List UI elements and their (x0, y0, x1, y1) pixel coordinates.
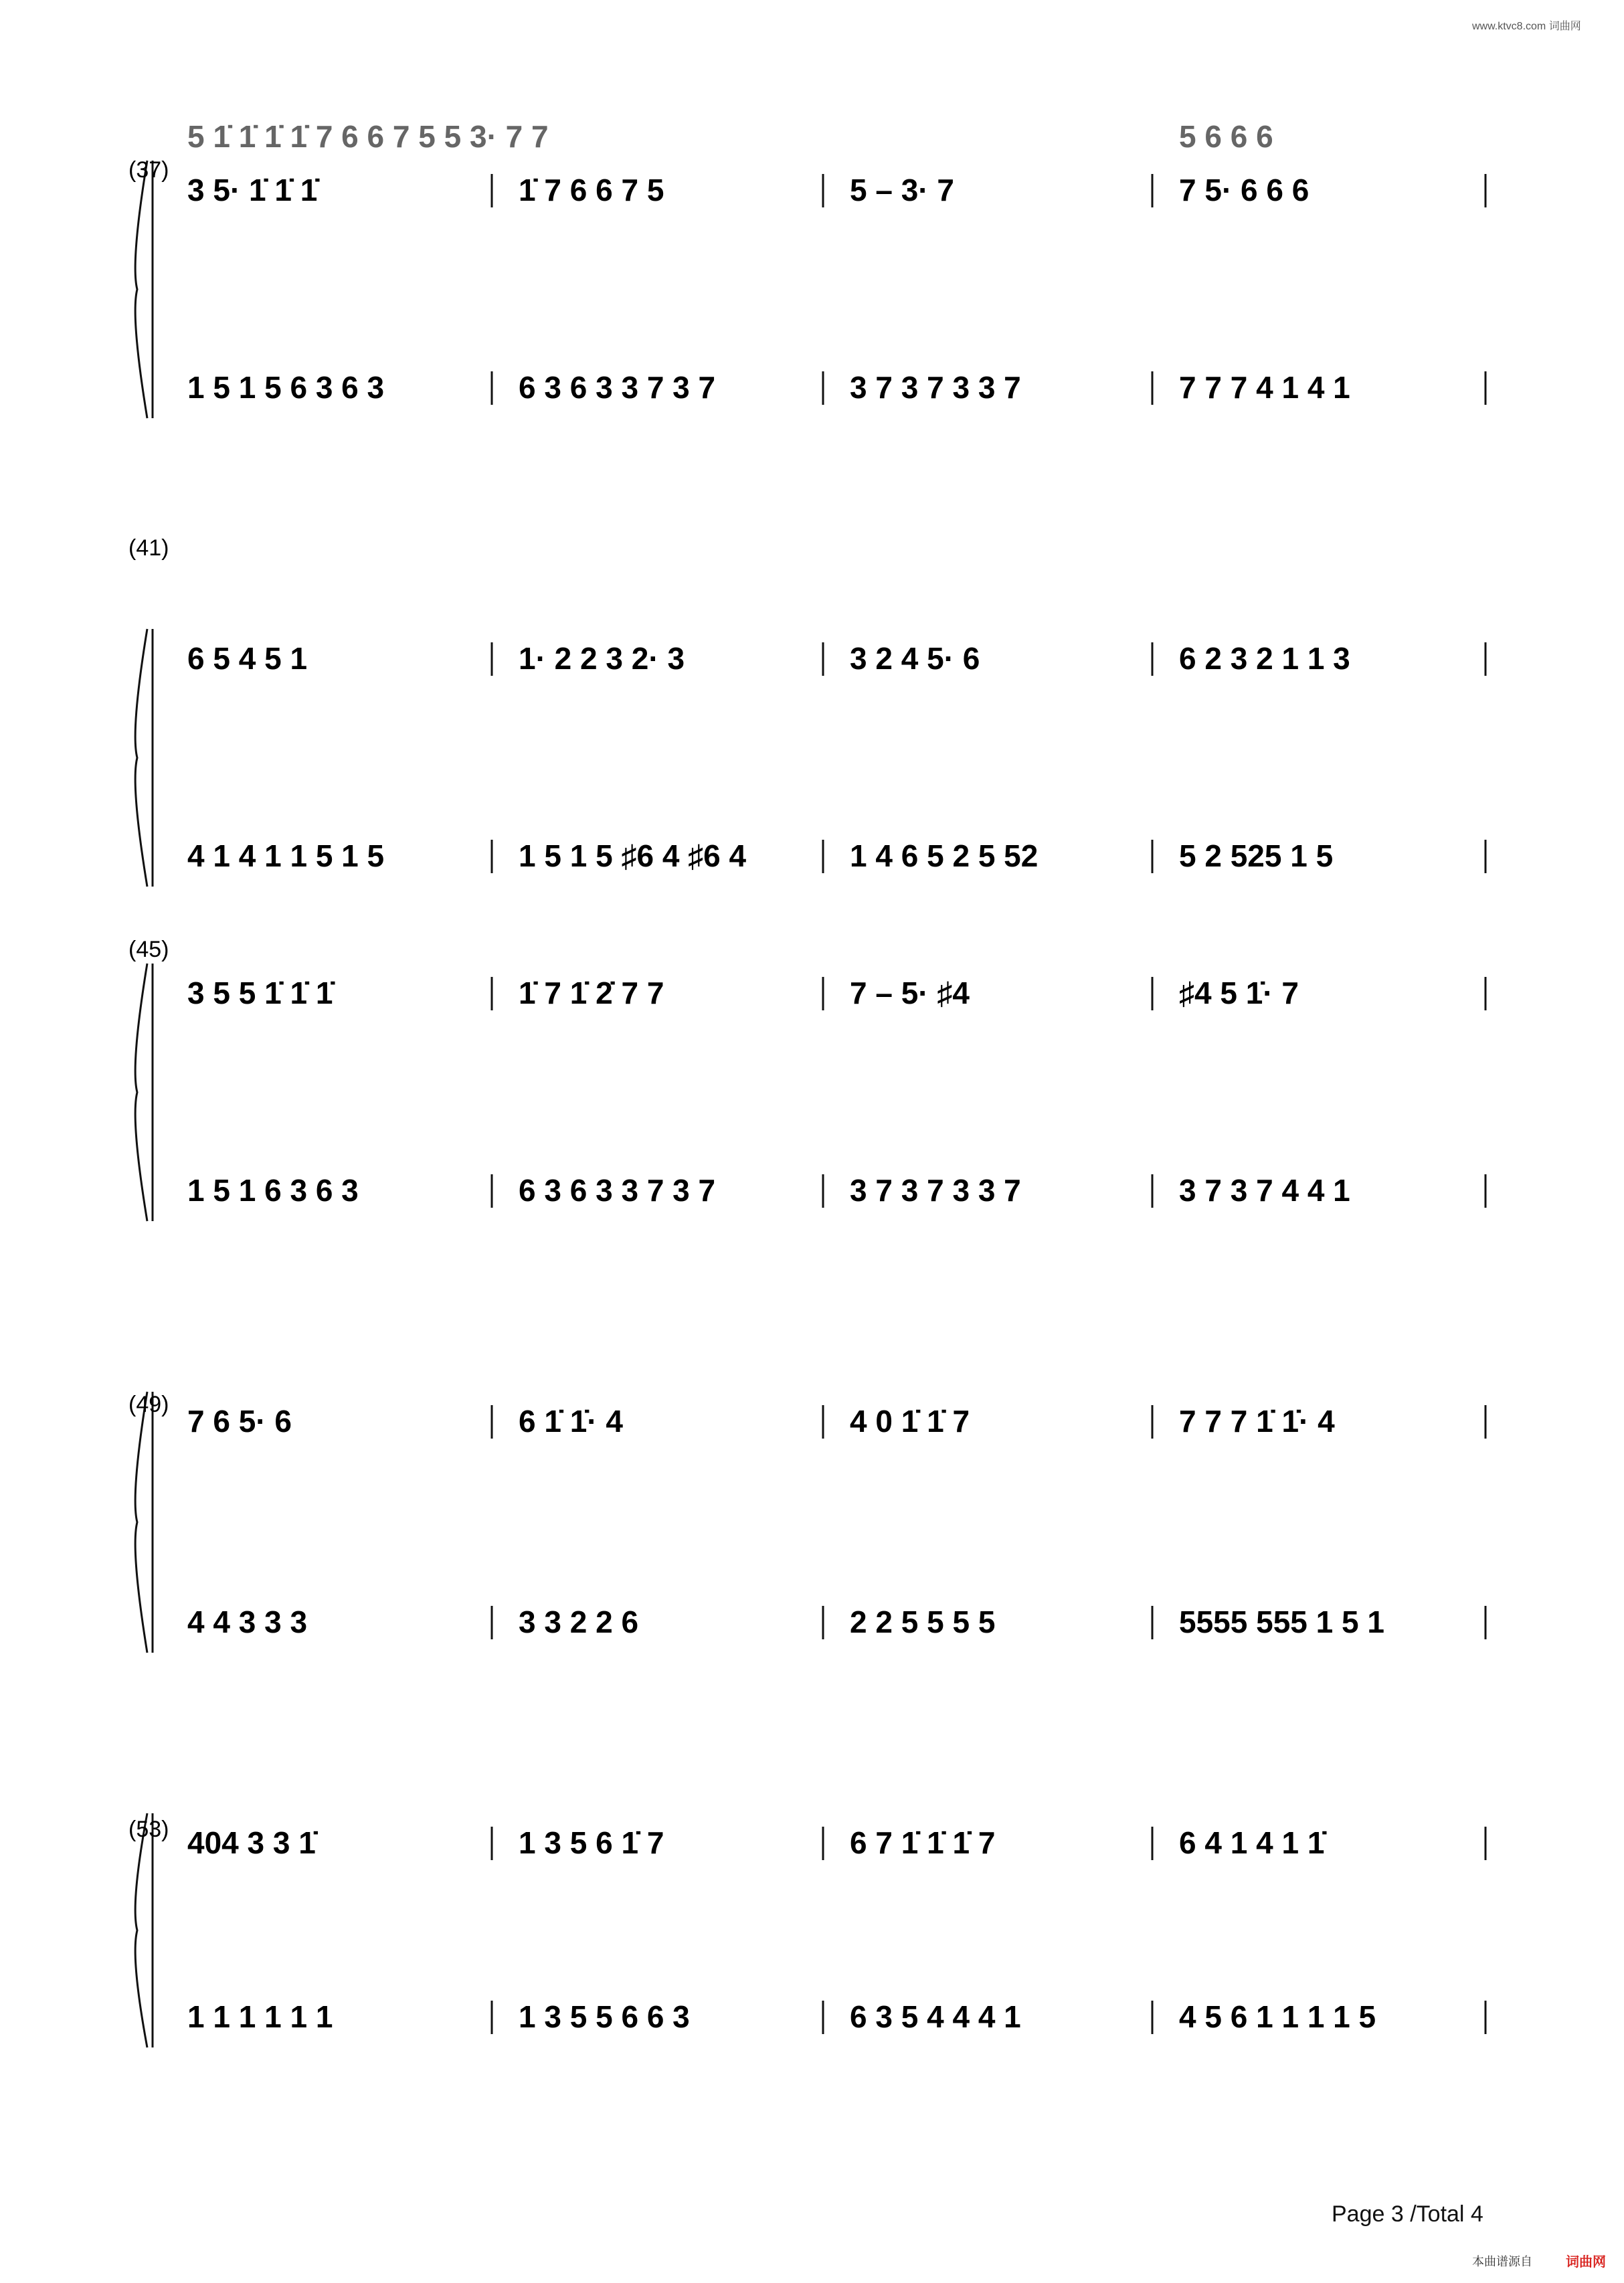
left-hand-measure: 3 7 3 7 3 3 7 (850, 1173, 1021, 1208)
left-hand-measure: 1 5 1 6 3 6 3 (187, 1173, 359, 1208)
source-note: 本曲谱源自 (1472, 2255, 1532, 2268)
left-hand-measure: 5 2 525 1 5 (1179, 838, 1334, 873)
system-brace (135, 629, 147, 887)
left-hand-measure: 1 5 1 5 ♯6 4 ♯6 4 (519, 838, 747, 873)
site-url: www.ktvc8.com 词曲网 (1472, 21, 1581, 32)
system-brace (135, 1813, 147, 2047)
page-number: Page 3 /Total 4 (1332, 2201, 1483, 2227)
measure-number: (53) (128, 1817, 169, 1842)
left-hand-measure: 6 3 6 3 3 7 3 7 (519, 370, 716, 405)
left-hand-measure: 1 5 1 5 6 3 6 3 (187, 370, 385, 405)
right-hand-measure: 6 7 1̇ 1̇ 1̇ 7 (850, 1825, 996, 1860)
measure-number: (37) (128, 157, 169, 183)
left-hand-measure: 7 7 7 4 1 4 1 (1179, 370, 1350, 405)
left-hand-measure: 4 1 4 1 1 5 1 5 (187, 838, 385, 873)
right-hand-measure: 1 3 5 6 1̇ 7 (519, 1825, 664, 1860)
left-hand-measure: 3 3 2 2 6 (519, 1605, 639, 1639)
left-hand-measure: 1 1 1 1 1 1 (187, 1999, 333, 2034)
right-hand-upper: 5 1̇ 1̇ 1̇ 1̇ 7 6 6 7 5 5 3· 7 7 (187, 119, 549, 154)
right-hand-measure: 1̇ 7 6 6 7 5 (519, 173, 664, 207)
left-hand-measure: 5555 555 1 5 1 (1179, 1605, 1384, 1639)
left-hand-measure: 3 7 3 7 4 4 1 (1179, 1173, 1350, 1208)
left-hand-measure: 4 5 6 1 1 1 1 5 (1179, 1999, 1376, 2034)
right-hand-upper: 5 6 6 6 (1179, 119, 1273, 154)
right-hand-measure: 3 5 5 1̇ 1̇ 1̇ (187, 976, 333, 1010)
measure-number: (45) (128, 937, 169, 962)
right-hand-measure: 6 2 3 2 1 1 3 (1179, 641, 1350, 676)
right-hand-measure: 1· 2 2 3 2· 3 (519, 641, 685, 676)
right-hand-measure: 7 5· 6 6 6 (1179, 173, 1310, 207)
right-hand-measure: 4 0 1̇ 1̇ 7 (850, 1404, 970, 1439)
right-hand-measure: 404 3 3 1̇ (187, 1825, 316, 1860)
right-hand-measure: 7 6 5· 6 (187, 1404, 292, 1439)
left-hand-measure: 6 3 5 4 4 4 1 (850, 1999, 1021, 2034)
right-hand-measure: ♯4 5 1̇· 7 (1179, 976, 1299, 1010)
measure-number: (41) (128, 535, 169, 561)
right-hand-measure: 6 4 1 4 1 1̇ (1179, 1825, 1325, 1860)
site-logo: 词曲网 (1566, 2255, 1606, 2270)
right-hand-measure: 6 5 4 5 1 (187, 641, 308, 676)
left-hand-measure: 2 2 5 5 5 5 (850, 1605, 996, 1639)
system-brace (135, 1392, 147, 1653)
system-brace (135, 964, 147, 1221)
measure-number: (49) (128, 1392, 169, 1417)
right-hand-measure: 1̇ 7 1̇ 2̇ 7 7 (519, 976, 664, 1010)
left-hand-measure: 3 7 3 7 3 3 7 (850, 370, 1021, 405)
right-hand-measure: 5 – 3· 7 (850, 173, 954, 207)
right-hand-measure: 7 7 7 1̇ 1̇· 4 (1179, 1404, 1335, 1439)
system-brace (135, 161, 147, 418)
right-hand-measure: 3 2 4 5· 6 (850, 641, 980, 676)
left-hand-measure: 4 4 3 3 3 (187, 1605, 308, 1639)
left-hand-measure: 1 3 5 5 6 6 3 (519, 1999, 690, 2034)
right-hand-measure: 3 5· 1̇ 1̇ 1̇ (187, 173, 318, 207)
right-hand-measure: 7 – 5· ♯4 (850, 976, 970, 1010)
right-hand-measure: 6 1̇ 1̇· 4 (519, 1404, 623, 1439)
left-hand-measure: 6 3 6 3 3 7 3 7 (519, 1173, 716, 1208)
left-hand-measure: 1 4 6 5 2 5 52 (850, 838, 1039, 873)
